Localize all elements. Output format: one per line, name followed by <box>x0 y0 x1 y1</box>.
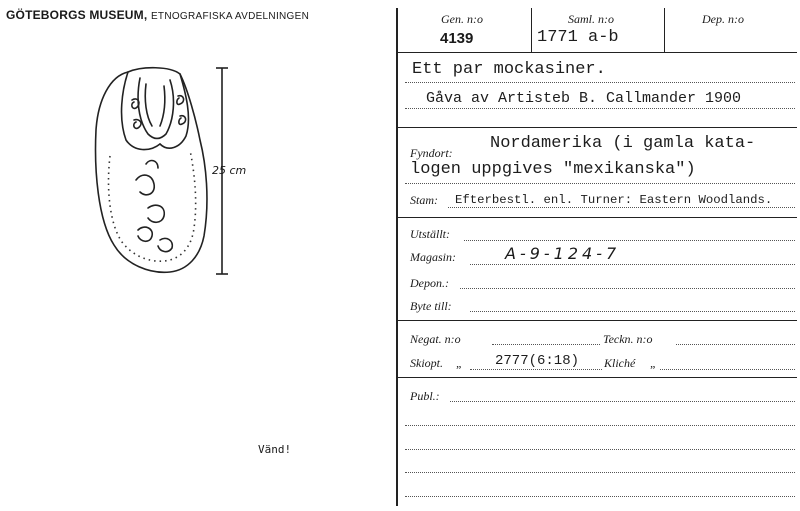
kliche-ditto: „ <box>650 356 657 370</box>
publ-dots-2 <box>405 425 795 426</box>
gen-label: Gen. n:o <box>441 12 483 26</box>
skiopt-dots <box>470 369 602 370</box>
negat-label: Negat. n:o <box>410 332 461 346</box>
rule-header <box>397 52 797 53</box>
fyndort-dots <box>405 183 795 184</box>
teckn-dots <box>676 344 795 345</box>
utstallt-dots <box>464 240 795 241</box>
stam-value: Efterbestl. enl. Turner: Eastern Woodlands. <box>455 193 773 207</box>
depon-dots <box>460 288 795 289</box>
magasin-value: A-9-124-7 <box>505 244 621 263</box>
department-name: ETNOGRAFISKA AVDELNINGEN <box>150 11 310 22</box>
fyndort-label: Fyndort: <box>410 146 453 160</box>
publ-dots-1 <box>450 401 795 402</box>
column-divider-2 <box>664 8 665 52</box>
byte-dots <box>470 311 795 312</box>
card-left-border <box>396 8 398 506</box>
stam-dots <box>448 207 795 208</box>
skiopt-label: Skiopt. <box>410 356 443 370</box>
publ-dots-5 <box>405 496 795 497</box>
publ-label: Publ.: <box>410 389 440 403</box>
description-line1: Ett par mockasiner. <box>412 60 606 79</box>
utstallt-label: Utställt: <box>410 227 451 241</box>
publ-dots-4 <box>405 472 795 473</box>
description-dots-1 <box>405 82 795 83</box>
negat-dots <box>492 344 600 345</box>
fyndort-line1: Nordamerika (i gamla kata- <box>490 134 756 153</box>
rule-locations <box>397 320 797 321</box>
rule-images <box>397 377 797 378</box>
dep-label: Dep. n:o <box>702 12 744 26</box>
rule-description <box>397 127 797 128</box>
depon-label: Depon.: <box>410 276 449 290</box>
magasin-label: Magasin: <box>410 250 456 264</box>
description-dots-2 <box>405 108 795 109</box>
kliche-label: Kliché <box>604 356 636 370</box>
saml-label: Saml. n:o <box>568 12 614 26</box>
turn-note: Vänd! <box>258 443 292 456</box>
teckn-label: Teckn. n:o <box>603 332 653 346</box>
kliche-dots <box>660 369 795 370</box>
description-line2: Gåva av Artisteb B. Callmander 1900 <box>426 90 742 107</box>
gen-value: 4139 <box>440 30 474 47</box>
fyndort-line2: logen uppgives "mexikanska") <box>410 160 696 179</box>
rule-stam <box>397 217 797 218</box>
column-divider-1 <box>531 8 532 52</box>
saml-value: 1771 a-b <box>537 28 619 47</box>
skiopt-ditto: „ <box>456 356 463 370</box>
byte-label: Byte till: <box>410 299 452 313</box>
publ-dots-3 <box>405 449 795 450</box>
stam-label: Stam: <box>410 193 438 207</box>
museum-name: GÖTEBORGS MUSEUM, <box>6 8 148 22</box>
museum-header <box>6 8 309 22</box>
magasin-dots <box>470 264 795 265</box>
skiopt-value: 2777(6:18) <box>495 353 580 369</box>
measurement-label: 25 cm <box>212 164 247 177</box>
